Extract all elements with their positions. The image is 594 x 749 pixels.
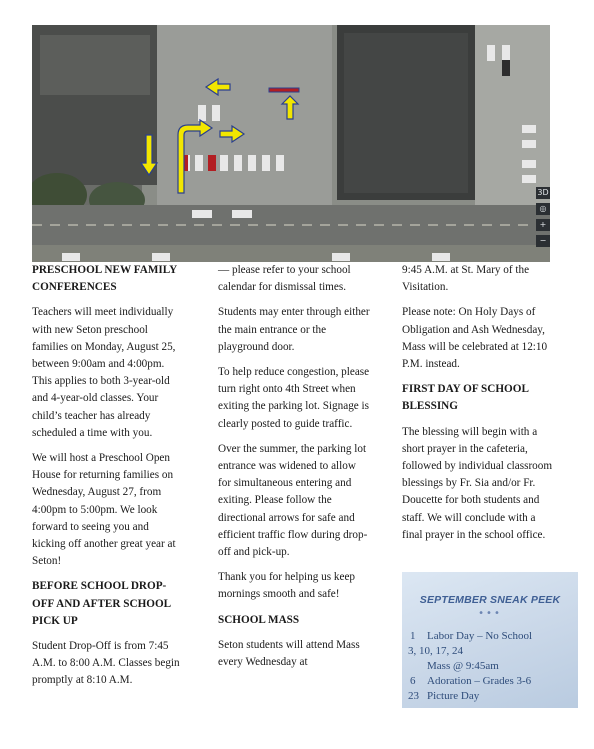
aerial-parking-photo [32, 25, 550, 262]
event-label: Labor Day – No School [427, 630, 533, 642]
paragraph: Seton students will attend Mass every Wednesday at [218, 638, 360, 669]
paragraph: Thank you for helping us keep mornings smooth and safe! [218, 571, 356, 601]
map-zoom-in-button[interactable]: + [536, 219, 550, 231]
map-3d-button[interactable]: 3D [537, 188, 549, 197]
paragraph: 9:45 A.M. at St. Mary of the Visitation. [402, 264, 530, 294]
event-label: Mass @ 9:45am [427, 660, 499, 672]
event-date: 3, 10, 17, 24 [408, 645, 463, 657]
september-sneak-peek-box [402, 572, 578, 708]
map-compass-button[interactable]: ◎ [536, 203, 550, 215]
dropoff-pickup-heading: BEFORE SCHOOL DROP-OFF AND AFTER SCHOOL PICK UP [32, 580, 171, 627]
paragraph: We will host a Preschool Open House for returning families on Wednesday, August 27, from 4:00pm to 5:00pm. We look forward to seeing you and kicking off another great year at Seton! [32, 452, 176, 568]
paragraph: Please note: On Holy Days of Obligation and Ash Wednesday, Mass will be celebrated at 12:10 P.M. instead. [402, 306, 548, 371]
paragraph: Student Drop-Off is from 7:45 A.M. to 8:00 A.M. Classes begin promptly at 8:10 A.M. [32, 640, 180, 687]
event-label: Picture Day [427, 690, 480, 702]
school-mass-heading: SCHOOL MASS [218, 613, 300, 626]
preschool-conferences-heading: PRESCHOOL NEW FAMILY CONFERENCES [32, 264, 177, 294]
paragraph: Over the summer, the parking lot entrance was widened to allow for simultaneous entering and exiting. Please follow the directional arrows for safe and efficient traffic flow during drop-off and pick-up. [218, 442, 368, 559]
paragraph: — please refer to your school calendar for dismissal times. [218, 264, 351, 294]
first-day-blessing-heading: FIRST DAY OF SCHOOL BLESSING [402, 383, 529, 413]
event-date: 23 [408, 690, 419, 702]
event-date: 6 [410, 675, 416, 687]
column-2 [218, 262, 370, 679]
column-3 [402, 262, 554, 552]
map-zoom-out-button[interactable]: − [536, 235, 550, 247]
dots-ornament: ••• [478, 608, 502, 619]
sneak-peek-title: SEPTEMBER SNEAK PEEK [419, 594, 561, 606]
paragraph: The blessing will begin with a short prayer in the cafeteria, followed by individual classroom blessings by Fr. Sia and/or Fr. Doucette for both students and staff. We will conclude with a final prayer in the school office. [402, 425, 553, 541]
column-1 [32, 262, 184, 698]
event-label: Adoration – Grades 3-6 [427, 675, 532, 687]
paragraph: Teachers will meet individually with new Seton preschool families on Monday, August 25, between 9:00am and 4:00pm. This applies to both 3-year-old and 4-year-old classes. Your child’s teacher has already scheduled a time with you. [32, 306, 176, 439]
event-date: 1 [410, 630, 416, 642]
paragraph: To help reduce congestion, please turn right onto 4th Street when exiting the parking lot. Signage is clearly posted to guide traffic. [218, 366, 370, 430]
paragraph: Students may enter through either the main entrance or the playground door. [218, 306, 370, 353]
